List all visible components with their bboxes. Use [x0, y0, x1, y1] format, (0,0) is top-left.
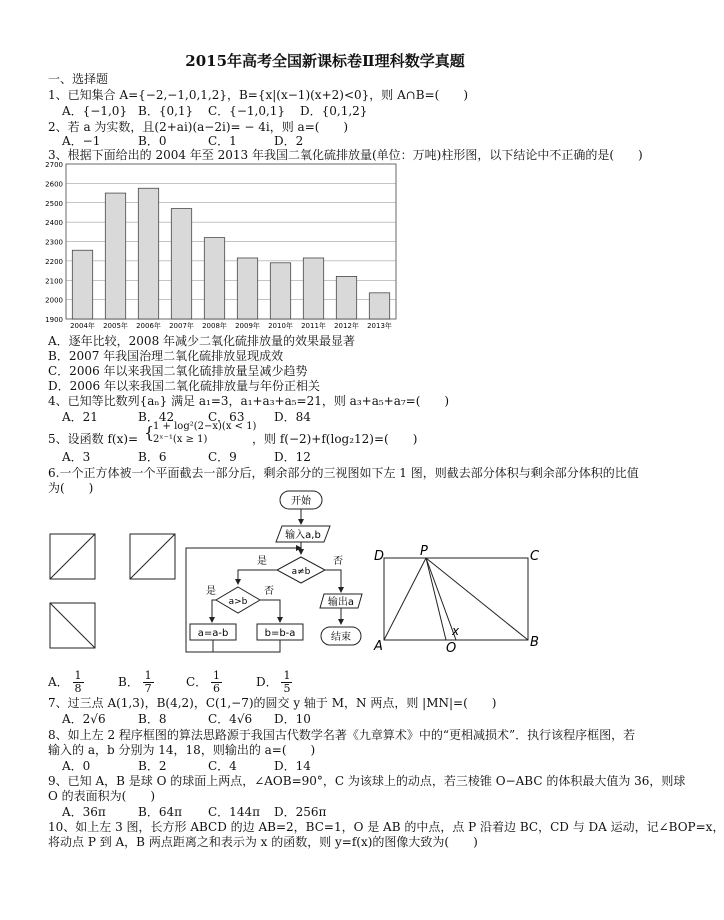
- q9-option-a: A．36π: [62, 805, 106, 819]
- y-tick-label: 2600: [45, 180, 63, 189]
- x-tick-label: 2005年: [103, 322, 128, 330]
- q6-b-num: 1: [144, 669, 152, 682]
- q4-option-c: C．63: [208, 410, 245, 424]
- q5-option-d: D．12: [274, 450, 311, 464]
- question-3-stem: 3、根据下面给出的 2004 年至 2013 年我国二氧化硫排放量(单位：万吨)柱形图，以下结论中不正确的是( ): [48, 148, 643, 162]
- bar: [303, 258, 323, 319]
- bar: [171, 209, 191, 319]
- q5-option-c: C．9: [208, 450, 237, 464]
- q8-option-b: B．2: [138, 759, 167, 773]
- x-tick-label: 2006年: [136, 322, 161, 330]
- flow-cond2-label: a>b: [228, 597, 248, 607]
- q8-option-c: C．4: [208, 759, 237, 773]
- question-8-stem-1: 8、如上左 2 程序框图的算法思路源于我国古代数学名著《九章算术》中的“更相减损术”．执行该程序框图，若: [48, 728, 636, 742]
- q6-option-b: [118, 670, 154, 695]
- q6-option-a: [48, 670, 84, 695]
- flow-yes2: 是: [206, 586, 216, 597]
- q2-option-c: C．1: [208, 134, 237, 148]
- q4-option-a: A．21: [62, 410, 98, 424]
- q6-option-a-letter: A．: [48, 675, 69, 689]
- bar: [237, 258, 257, 319]
- q2-option-b: B．0: [138, 134, 167, 148]
- q6-option-d: [256, 670, 292, 695]
- q2-option-a: A．−1: [62, 134, 101, 148]
- top-view: [50, 603, 95, 648]
- y-tick-label: 2700: [45, 161, 63, 169]
- q8-option-a: A．0: [62, 759, 91, 773]
- q6-option-c: [186, 670, 222, 695]
- x-tick-label: 2011年: [301, 322, 326, 330]
- q6-c-den: 6: [213, 682, 221, 695]
- question-9-stem-1: 9、已知 A，B 是球 O 的球面上两点，∠AOB=90°，C 为该球上的动点，若三棱锥 O−ABC 的体积最大值为 36，则球: [48, 774, 686, 788]
- flow-no2: 否: [264, 586, 274, 597]
- label-d: D: [374, 549, 385, 564]
- q1-option-b: B．{0,1}: [138, 104, 194, 118]
- q7-option-d: D．10: [274, 712, 311, 726]
- q2-option-d: D．2: [274, 134, 304, 148]
- q6-d-den: 5: [283, 682, 291, 695]
- q9-option-c: C．144π: [208, 805, 260, 819]
- q3-option-a: A．逐年比较，2008 年减少二氧化硫排放量的效果最显著: [48, 334, 356, 348]
- so2-bar-chart: [40, 158, 400, 332]
- q6-c-num: 1: [213, 669, 221, 682]
- y-tick-label: 2000: [45, 296, 63, 305]
- bar: [138, 188, 158, 319]
- question-4-stem: 4、已知等比数列{aₙ} 满足 a₁=3，a₁+a₃+a₅=21，则 a₃+a₅+a₇=( ): [48, 394, 450, 408]
- label-a: A: [374, 639, 383, 654]
- x-tick-label: 2010年: [268, 322, 293, 330]
- flow-cond1-label: a≠b: [291, 567, 311, 577]
- q7-option-c: C．4√6: [208, 712, 253, 726]
- label-b: B: [530, 635, 539, 650]
- q3-option-c: C．2006 年以来我国二氧化硫排放量呈减少趋势: [48, 364, 308, 378]
- question-6-stem-1: 6.一个正方体被一个平面截去一部分后，剩余部分的三视图如下左 1 图，则截去部分体积与剩余部分体积的比值: [48, 466, 639, 480]
- bar: [336, 276, 356, 319]
- y-tick-label: 2300: [45, 238, 63, 247]
- rectangle-abcd-figure: [370, 542, 550, 657]
- x-tick-label: 2004年: [70, 322, 95, 330]
- y-tick-label: 2400: [45, 219, 63, 228]
- flow-no1: 否: [333, 556, 343, 567]
- piecewise-case-2: 2ˣ⁻¹(x ≥ 1): [153, 434, 208, 445]
- q6-d-num: 1: [283, 669, 291, 682]
- q6-a-den: 8: [74, 682, 82, 695]
- q1-option-a: A．{−1,0}: [62, 104, 128, 118]
- flow-output-label: 输出a: [327, 597, 355, 608]
- flow-input-label: 输入a,b: [285, 530, 321, 541]
- x-tick-label: 2008年: [202, 322, 227, 330]
- piecewise-case-1: 1 + log²(2−x)(x < 1): [153, 421, 257, 432]
- q9-option-d: D．256π: [274, 805, 327, 819]
- three-view-figure: [40, 528, 200, 668]
- bar: [270, 263, 290, 319]
- y-tick-label: 2100: [45, 277, 63, 286]
- question-5-stem-b: ，则 f(−2)+f(log₂12)=( ): [252, 432, 418, 446]
- q6-option-b-letter: B．: [118, 675, 139, 689]
- page-title: 2015年高考全国新课标卷Ⅱ理科数学真题: [185, 52, 465, 70]
- question-7-stem: 7、过三点 A(1,3)，B(4,2)，C(1,−7)的圆交 y 轴于 M，N 两点，则 |MN|=( ): [48, 696, 497, 710]
- q5-option-b: B．6: [138, 450, 167, 464]
- x-tick-label: 2007年: [169, 322, 194, 330]
- flow-start-label: 开始: [291, 496, 311, 507]
- label-o: O: [446, 641, 457, 656]
- q6-option-d-letter: D．: [256, 675, 278, 689]
- q6-option-c-letter: C．: [186, 675, 208, 689]
- flow-yes1: 是: [257, 556, 267, 567]
- q1-option-d: D．{0,1,2}: [300, 104, 368, 118]
- q6-a-num: 1: [74, 669, 82, 682]
- label-c: C: [530, 549, 540, 564]
- front-view: [50, 534, 95, 579]
- q1-option-c: C．{−1,0,1}: [208, 104, 286, 118]
- flow-end-label: 结束: [331, 632, 351, 643]
- question-6-stem-2: 为( ): [48, 481, 94, 495]
- bar: [369, 293, 389, 319]
- bar: [72, 250, 92, 319]
- q7-option-a: A．2√6: [62, 712, 106, 726]
- label-p: P: [420, 544, 428, 559]
- chart-x-ticks: [70, 321, 392, 330]
- x-tick-label: 2009年: [235, 322, 260, 330]
- q8-option-d: D．14: [274, 759, 311, 773]
- q3-option-b: B．2007 年我国治理二氧化硫排放显现成效: [48, 349, 284, 363]
- question-8-stem-2: 输入的 a，b 分别为 14，18，则输出的 a=( ): [48, 743, 316, 757]
- question-9-stem-2: O 的表面积为( ): [48, 789, 156, 803]
- piecewise-brace: {: [144, 423, 155, 442]
- question-5-stem-a: 5、设函数 f(x)=: [48, 432, 139, 446]
- y-tick-label: 2200: [45, 257, 63, 266]
- label-x-angle: x: [452, 624, 460, 638]
- side-view: [130, 534, 175, 579]
- question-1-stem: 1、已知集合 A={−2,−1,0,1,2}，B={x|(x−1)(x+2)<0}，则 A∩B=( ): [48, 88, 469, 102]
- q3-option-d: D．2006 年以来我国二氧化硫排放量与年份正相关: [48, 379, 320, 393]
- section-heading: 一、选择题: [48, 72, 109, 86]
- chart-y-ticks: [45, 161, 63, 324]
- bar: [204, 238, 224, 319]
- flow-assign2-label: b=b-a: [264, 628, 296, 639]
- flow-assign1-label: a=a-b: [197, 628, 229, 639]
- q6-b-den: 7: [144, 682, 152, 695]
- q4-option-d: D．84: [274, 410, 311, 424]
- program-flowchart: [178, 488, 368, 668]
- x-tick-label: 2012年: [334, 322, 359, 330]
- q7-option-b: B．8: [138, 712, 167, 726]
- q9-option-b: B．64π: [138, 805, 182, 819]
- question-10-stem-1: 10、如上左 3 图，长方形 ABCD 的边 AB=2，BC=1，O 是 AB 的中点，点 P 沿着边 BC，CD 与 DA 运动，记∠BOP=x，: [48, 820, 724, 834]
- y-tick-label: 2500: [45, 199, 63, 208]
- x-tick-label: 2013年: [367, 322, 392, 330]
- bar: [105, 193, 125, 319]
- y-tick-label: 1900: [45, 316, 63, 324]
- question-10-stem-2: 将动点 P 到 A，B 两点距离之和表示为 x 的函数，则 y=f(x)的图像大致为( ): [48, 835, 478, 849]
- question-2-stem: 2、若 a 为实数，且(2+ai)(a−2i)= − 4i，则 a=( ): [48, 120, 349, 134]
- q4-option-b: B．42: [138, 410, 175, 424]
- q5-option-a: A．3: [62, 450, 91, 464]
